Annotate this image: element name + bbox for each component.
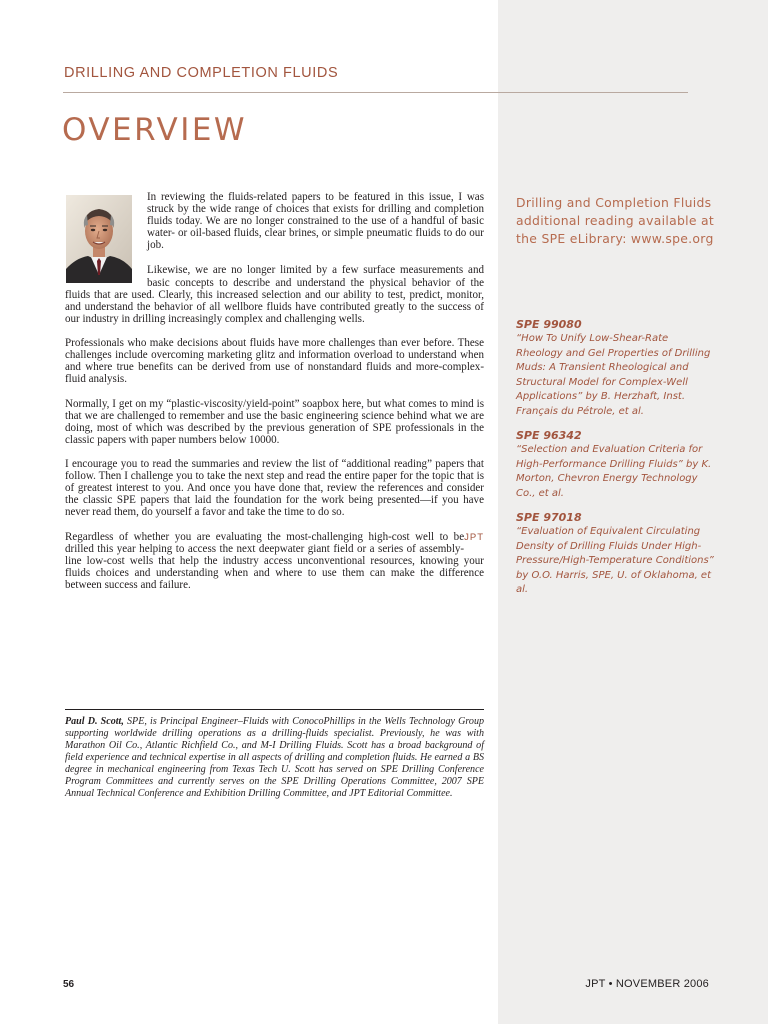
sidebar-heading: Drilling and Completion Fluids additional reading available at the SPE eLibrary: www.spe.org	[516, 195, 715, 246]
reading-item[interactable]	[516, 428, 716, 501]
body-paragraph-1: In reviewing the fluids-related papers to be featured in this issue, I was struck by the wide range of choices that exists for drilling and completion fluids today. We are no longer constrained to the use of a handful of basic water- or oil-based fluids, clear brines, or simple pneumatic fluids to do our job.	[147, 191, 484, 252]
section-label: DRILLING AND COMPLETION FLUIDS	[64, 65, 339, 81]
end-mark: JPT	[464, 531, 484, 543]
reading-paper-id: SPE 97018	[516, 511, 582, 524]
body-paragraph-3: Professionals who make decisions about fluids have more challenges than ever before. These challenges include overcoming marketing glitz and information overload to understand when and where true benefits can be derived from use of nonstandard fluids and more-complex-fluid analysis.	[65, 337, 484, 386]
issue-info: JPT • NOVEMBER 2006	[585, 978, 709, 990]
body-paragraph-2: Likewise, we are no longer limited by a few surface measurements and basic concepts to describe and understand the physical behavior of the fluids that are used. Clearly, this increased selection and our ability to test, predict, monitor, and understand the behavior of all wellbore fluids have contributed greatly to the success of our industry in drilling increasingly complex and challenging wells.	[65, 264, 484, 325]
reading-item[interactable]	[516, 510, 716, 598]
reading-paper-title: “How To Unify Low-Shear-Rate Rheology and Gel Properties of Drilling Muds: A Transient Rheological and Structural Model for Complex-Well Applications” by B. Herzhaft, Inst. Français du Pétrole, et al.	[516, 333, 711, 417]
body-paragraph-4: Normally, I get on my “plastic-viscosity/yield-point” soapbox here, but what comes to mind is that we are challenged to remember and use the basic engineering science behind what we are doing, most of which was described by the previous generation of SPE professionals in the classic papers with paper numbers below 10000.	[65, 397, 484, 446]
bio-rule	[65, 709, 484, 710]
page-title: OVERVIEW	[62, 112, 248, 148]
reading-paper-title: “Selection and Evaluation Criteria for High-Performance Drilling Fluids” by K. Morton, Chevron Energy Technology Co., et al.	[516, 444, 712, 499]
reading-item[interactable]	[516, 317, 716, 419]
header-rule	[63, 92, 688, 93]
reading-paper-title: “Evaluation of Equivalent Circulating Density of Drilling Fluids Under High-Pressure/High-Temperature Conditions” by O.O. Harris, SPE, U. of Oklahoma, et al.	[516, 526, 714, 595]
body-paragraph-5: I encourage you to read the summaries and review the list of “additional reading” papers that follow. Then I challenge you to take the next step and read the entire paper for the topic that is of greatest interest to you. And once you have done that, review the references and consider the classic SPE papers that laid the foundation for the work being presented—if you have never read them, do yourself a favor and take the time to do so.	[65, 457, 484, 519]
author-bio-text: SPE, is Principal Engineer–Fluids with ConocoPhillips in the Wells Technology Group supporting worldwide drilling operations as a drilling-fluids specialist. Previously, he was with Marathon Oil Co., Atlantic Richfield Co., and M-I Drilling Fluids. Scott has a broad background of field experience and technical expertise in all aspects of drilling and completion fluids. He earned a BS degree in mechanical engineering from Texas Tech U. Scott has served on SPE Drilling Conference Program Committees and currently serves on the SPE Drilling Operations Committee, 2007 SPE Annual Technical Conference and Exhibition Drilling Committee, and JPT Editorial Committee.	[65, 716, 484, 799]
author-bio	[65, 716, 484, 800]
reading-paper-id: SPE 99080	[516, 318, 582, 331]
reading-paper-id: SPE 96342	[516, 429, 582, 442]
page-number: 56	[63, 979, 75, 990]
body-paragraph-6-text: Regardless of whether you are evaluating the most-challenging high-cost well to be drilled this year helping to access the next deepwater giant field or a series of assembly-line low-cost wells that help the industry access unconventional resources, knowing your fluids choices and understanding when and where to use them can make the difference between success and failure.	[65, 530, 484, 591]
author-name: Paul D. Scott,	[65, 716, 124, 727]
additional-reading-list	[516, 317, 716, 607]
article-body	[65, 191, 484, 603]
body-paragraph-6	[65, 531, 484, 591]
photo-wrap-space	[65, 191, 147, 285]
